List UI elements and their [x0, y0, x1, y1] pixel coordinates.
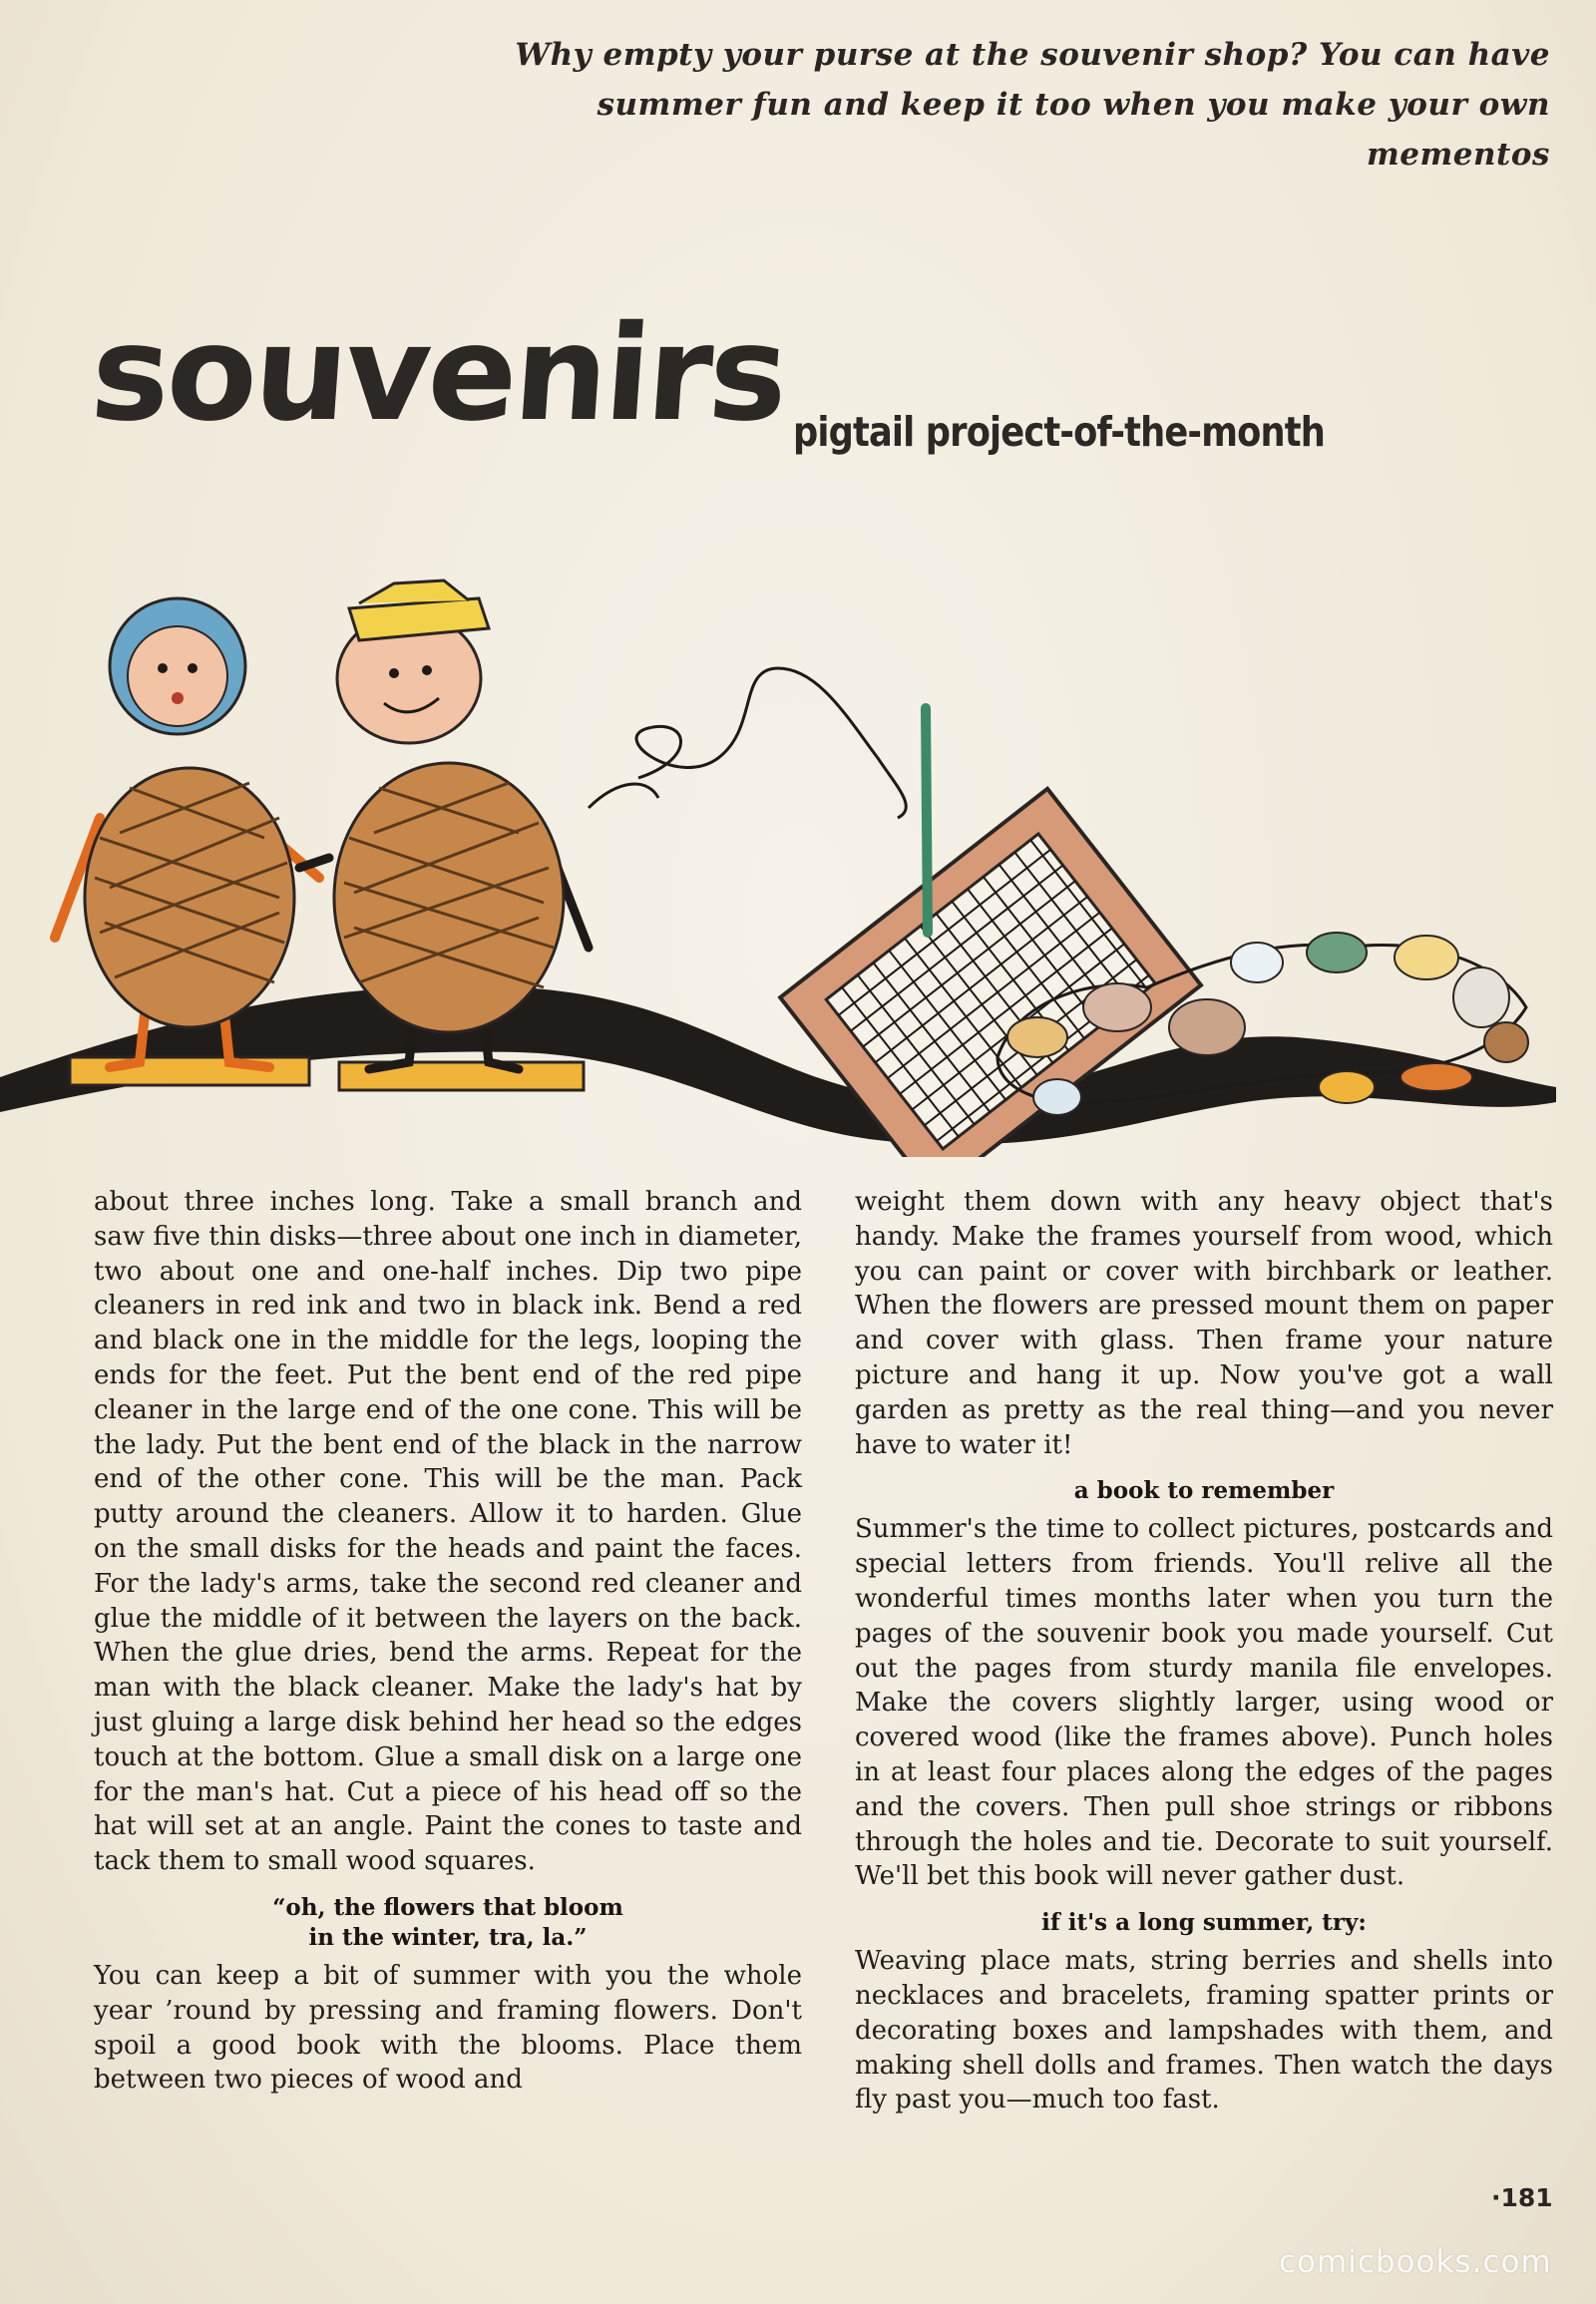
article-title: souvenirs — [86, 297, 791, 451]
flowers-heading-line-2: in the winter, tra, la.” — [308, 1923, 588, 1951]
flowers-heading — [94, 1893, 802, 1953]
souvenir-illustration — [0, 559, 1596, 1157]
right-paragraph-2: Summer's the time to collect pictures, postcards and special letters from friends. You'll relive all the wonderful times months later when you turn the pages of the souvenir book you made yourself. Cut out the pages from sturdy manila file envelopes. Make the covers slightly larger, using wood or covered wood (like the frames above). Punch holes in at least four places along the edges of the pages and the covers. Then pull shoe strings or ribbons through the holes and tie. Decorate to suit yourself. We'll bet this book will never gather dust. — [855, 1514, 1553, 1892]
book-heading: a book to remember — [1073, 1477, 1335, 1505]
needle — [926, 708, 928, 933]
flowers-heading-line-1: “oh, the flowers that bloom — [272, 1893, 623, 1921]
thread-line — [636, 668, 906, 818]
tagline-line-1: Why empty your purse at the souvenir shop? You can have — [515, 37, 1550, 73]
tagline-line-2: summer fun and keep it too when you make your own mementos — [597, 87, 1550, 173]
article-subtitle: pigtail project-of-the-month — [793, 408, 1325, 456]
left-column — [94, 1185, 802, 2098]
watermark: comicbooks.com — [1279, 2244, 1552, 2280]
tagline — [403, 30, 1550, 180]
right-column — [855, 1185, 1553, 2117]
page-number: ·181 — [1491, 2183, 1553, 2212]
left-paragraph-2: You can keep a bit of summer with you the whole year ’round by pressing and framing flowers. Don't spoil a good book with the blooms. Place them between two pieces of wood and — [94, 1960, 802, 2096]
long-summer-heading: if it's a long summer, try: — [1041, 1909, 1367, 1937]
right-paragraph-3: Weaving place mats, string berries and shells into necklaces and bracelets, framing spatter prints or decorating boxes and lampshades with them, and making shell dolls and frames. Then watch the days fly past you—much too fast. — [855, 1946, 1553, 2115]
left-paragraph-1: about three inches long. Take a small branch and saw five thin disks—three about one inch in diameter, two about one and one-half inches. Dip two pipe cleaners in red ink and two in black ink. Bend a red and black one in the middle for the legs, looping the ends for the feet. Put the bent end of the red pipe cleaner in the large end of the one cone. This will be the lady. Put the bent end of the black in the narrow end of the other cone. This will be the man. Pack putty around the cleaners. Allow it to harden. Glue on the small disks for the heads and paint the faces. For the lady's arms, take the second red cleaner and glue the middle of it between the layers on the back. When the glue dries, bend the arms. Repeat for the man with the black cleaner. Make the lady's hat by just gluing a large disk behind her head so the edges touch at the bottom. Glue a small disk on a large one for the man's hat. Cut a piece of his head off so the hat will set at an angle. Paint the cones to taste and tack them to small wood squares. — [94, 1187, 802, 1877]
right-paragraph-1: weight them down with any heavy object that's handy. Make the frames yourself from wood, which you can paint or cover with birchbark or leather. When the flowers are pressed mount them on paper and cover with glass. Then frame your nature picture and hang it up. Now you've got a wall garden as pretty as the real thing—and you never have to water it! — [855, 1187, 1553, 1460]
